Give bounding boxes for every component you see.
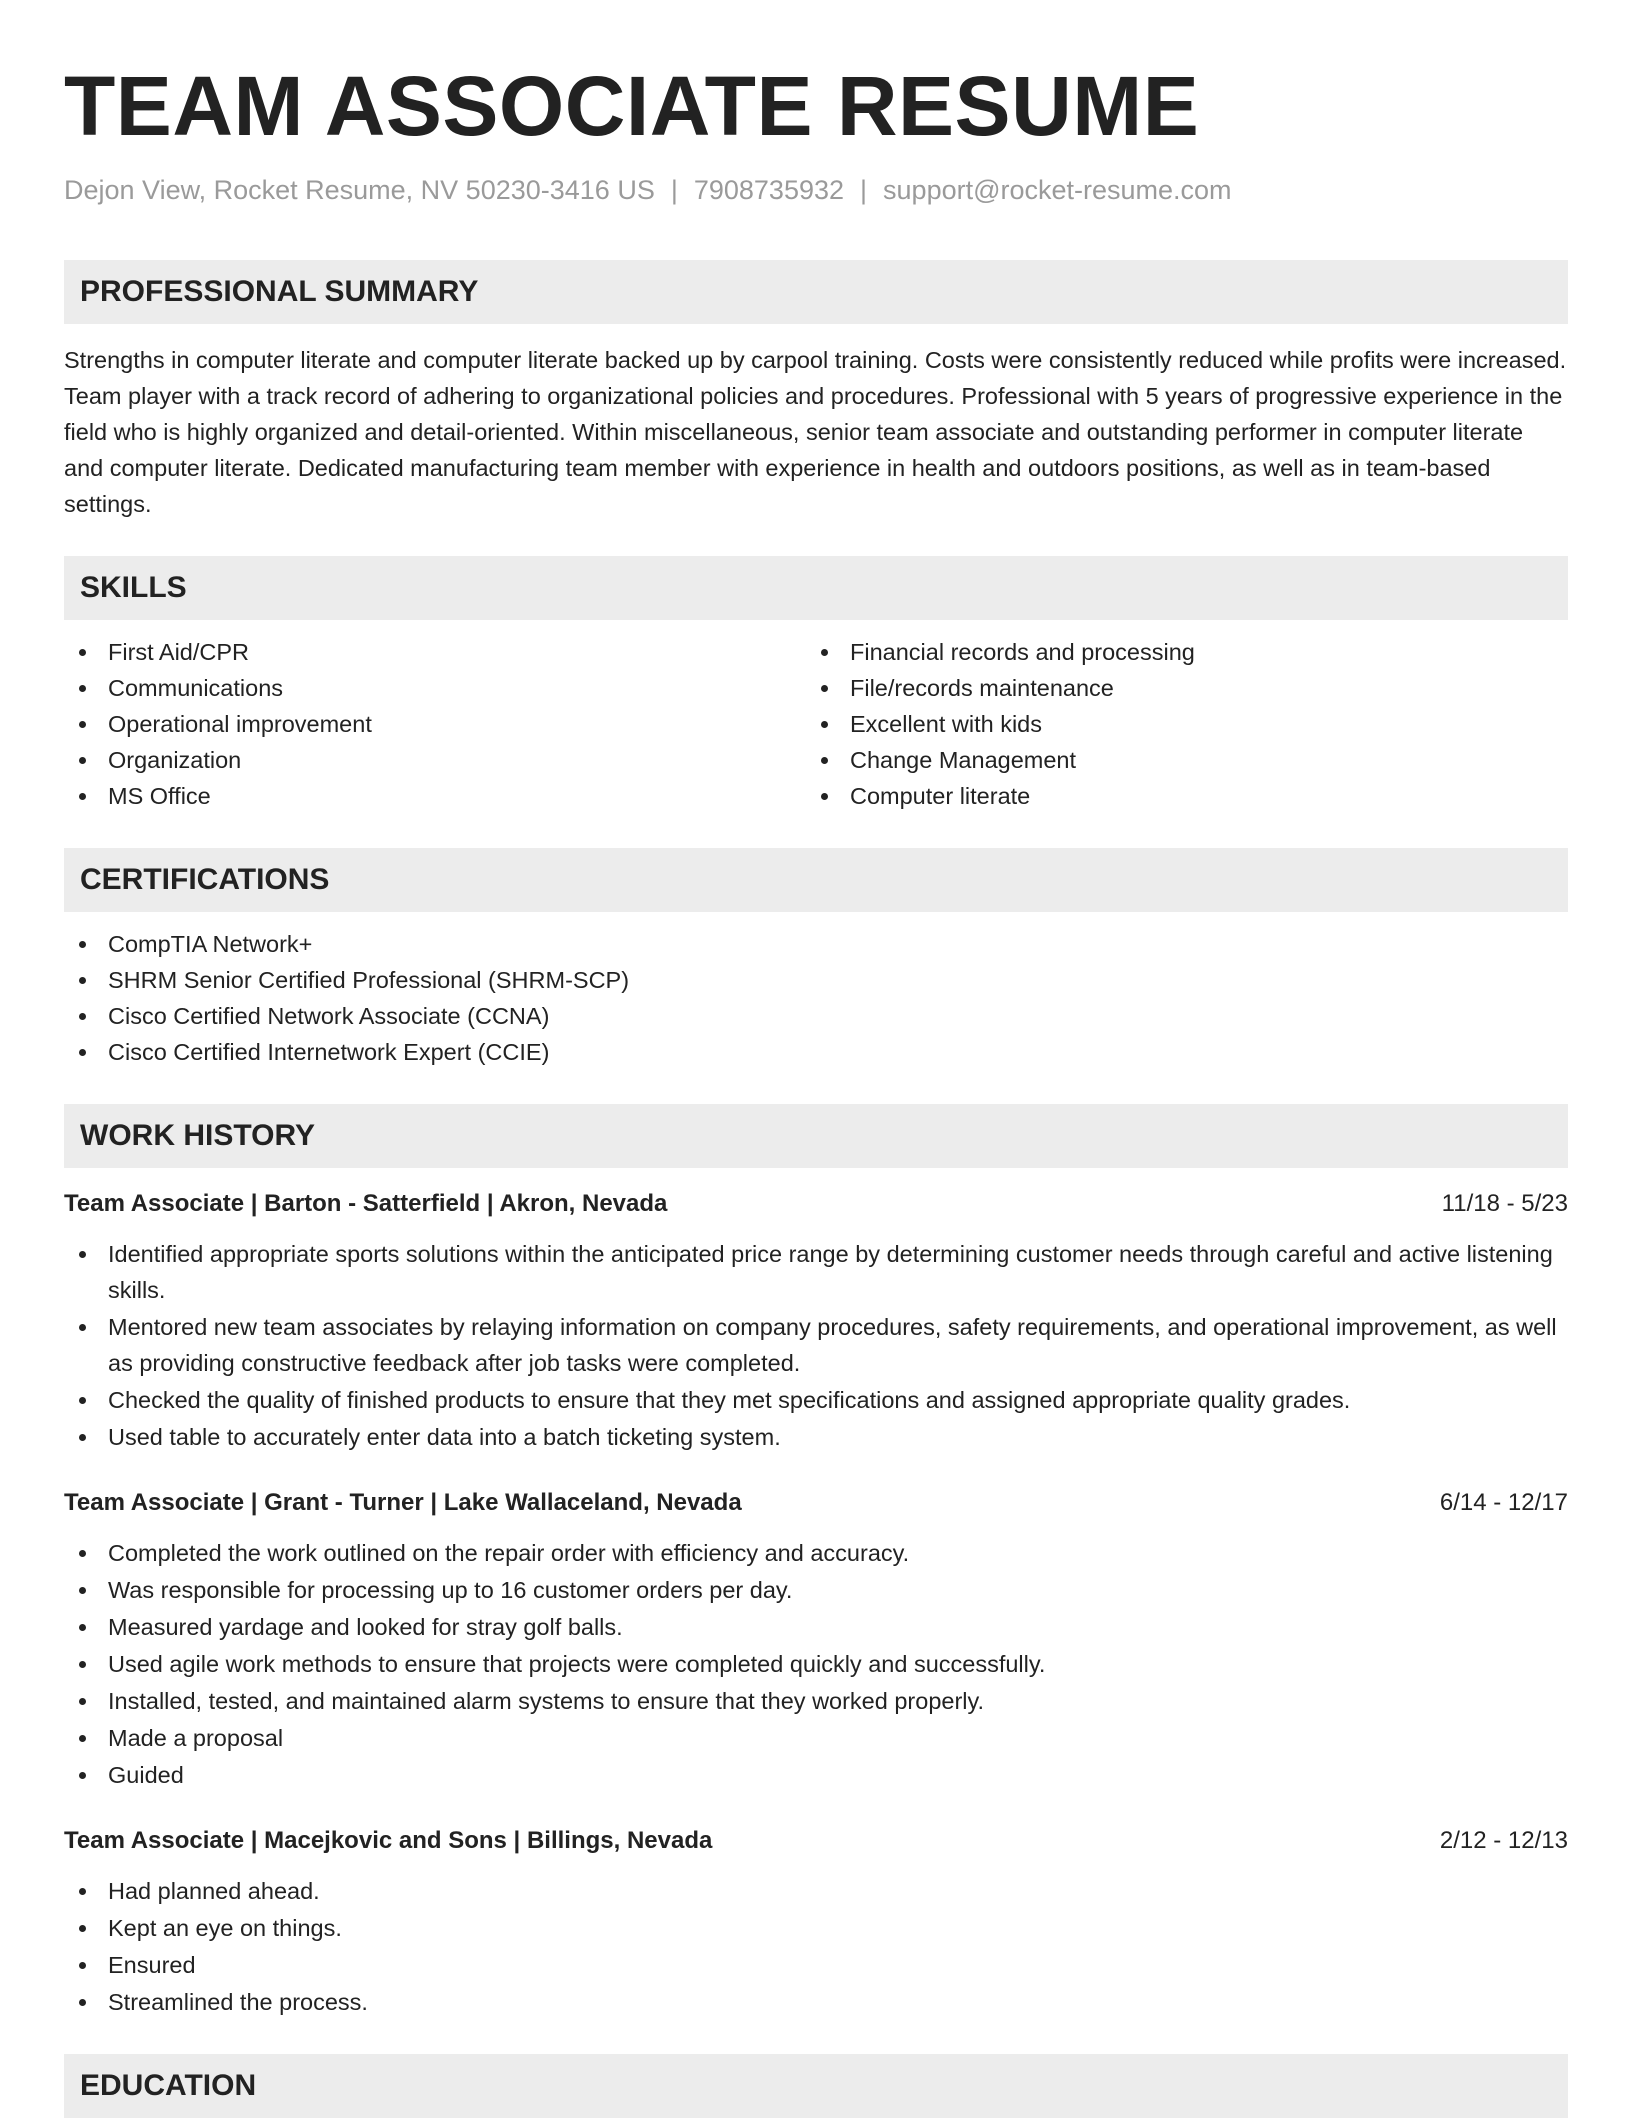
job-dates: 6/14 - 12/17: [1439, 1489, 1568, 1516]
job-bullet: Used table to accurately enter data into a batch ticketing system.: [64, 1419, 1568, 1455]
contact-separator: |: [670, 175, 678, 205]
skill-item: First Aid/CPR: [64, 634, 806, 670]
skill-item: Communications: [64, 670, 806, 706]
skill-item: File/records maintenance: [806, 670, 1548, 706]
skill-item: Computer literate: [806, 778, 1548, 814]
skills-column-left: [64, 634, 806, 814]
section-header-work-history: WORK HISTORY: [64, 1104, 1568, 1168]
summary-text: Strengths in computer literate and computer literate backed up by carpool training. Costs were consistently reduced while profits were increased. Team player with a track record of adhering to organizational policies and procedures. Professional with 5 years of progressive experience in the field who is highly organized and detail-oriented. Within miscellaneous, senior team associate and outstanding performer in computer literate and computer literate. Dedicated manufacturing team member with experience in health and outdoors positions, as well as in team-based settings.: [64, 347, 1567, 517]
job-dates: 2/12 - 12/13: [1439, 1827, 1568, 1854]
contact-address: Dejon View, Rocket Resume, NV 50230-3416 US: [64, 175, 655, 205]
skill-item: Excellent with kids: [806, 706, 1548, 742]
skill-item: MS Office: [64, 778, 806, 814]
work-history: [64, 1186, 1568, 2020]
section-header-education: EDUCATION: [64, 2054, 1568, 2118]
job-entry: [64, 1186, 1568, 1455]
contact-phone: 7908735932: [693, 175, 845, 205]
job-bullet: Measured yardage and looked for stray golf balls.: [64, 1609, 1568, 1645]
skill-item: Financial records and processing: [806, 634, 1548, 670]
job-title: Team Associate | Macejkovic and Sons | Billings, Nevada: [64, 1827, 713, 1854]
job-entry: [64, 1823, 1568, 2020]
skills-column-right: [806, 634, 1548, 814]
job-bullets: [64, 1873, 1568, 2020]
resume-title: TEAM ASSOCIATE RESUME: [64, 59, 1200, 153]
skills-list: [64, 634, 1568, 814]
certification-item: Cisco Certified Network Associate (CCNA): [64, 998, 1568, 1034]
job-bullet: Completed the work outlined on the repair order with efficiency and accuracy.: [64, 1535, 1568, 1571]
section-header-certifications: CERTIFICATIONS: [64, 848, 1568, 912]
certification-item: Cisco Certified Internetwork Expert (CCIE): [64, 1034, 1568, 1070]
skill-item: Operational improvement: [64, 706, 806, 742]
job-bullet: Installed, tested, and maintained alarm systems to ensure that they worked properly.: [64, 1683, 1568, 1719]
job-bullet: Kept an eye on things.: [64, 1910, 1568, 1946]
job-bullet: Used agile work methods to ensure that projects were completed quickly and successfully.: [64, 1646, 1568, 1682]
section-header-skills: SKILLS: [64, 556, 1568, 620]
job-bullet: Streamlined the process.: [64, 1984, 1568, 2020]
job-bullet: Had planned ahead.: [64, 1873, 1568, 1909]
job-dates: 11/18 - 5/23: [1441, 1190, 1568, 1217]
skill-item: Organization: [64, 742, 806, 778]
job-bullets: [64, 1535, 1568, 1793]
job-bullet: Was responsible for processing up to 16 customer orders per day.: [64, 1572, 1568, 1608]
certification-item: SHRM Senior Certified Professional (SHRM-SCP): [64, 962, 1568, 998]
skill-item: Change Management: [806, 742, 1548, 778]
job-bullet: Checked the quality of finished products to ensure that they met specifications and assigned appropriate quality grades.: [64, 1382, 1568, 1418]
certification-item: CompTIA Network+: [64, 926, 1568, 962]
section-header-summary: PROFESSIONAL SUMMARY: [64, 260, 1568, 324]
job-bullet: Guided: [64, 1757, 1568, 1793]
job-header: [64, 1186, 1568, 1222]
contact-separator: |: [860, 175, 868, 205]
job-bullet: Made a proposal: [64, 1720, 1568, 1756]
job-bullet: Identified appropriate sports solutions within the anticipated price range by determining customer needs through careful and active listening skills.: [64, 1236, 1568, 1308]
job-header: [64, 1485, 1568, 1521]
certifications-list: [64, 926, 1568, 1070]
job-header: [64, 1823, 1568, 1859]
job-title: Team Associate | Barton - Satterfield | Akron, Nevada: [64, 1190, 668, 1217]
job-bullets: [64, 1236, 1568, 1455]
contact-email: support@rocket-resume.com: [883, 175, 1232, 205]
job-bullet: Mentored new team associates by relaying information on company procedures, safety requirements, and operational improvement, as well as providing constructive feedback after job tasks were completed.: [64, 1309, 1568, 1381]
contact-line: [64, 172, 1568, 208]
job-bullet: Ensured: [64, 1947, 1568, 1983]
job-entry: [64, 1485, 1568, 1793]
job-title: Team Associate | Grant - Turner | Lake Wallaceland, Nevada: [64, 1489, 742, 1516]
